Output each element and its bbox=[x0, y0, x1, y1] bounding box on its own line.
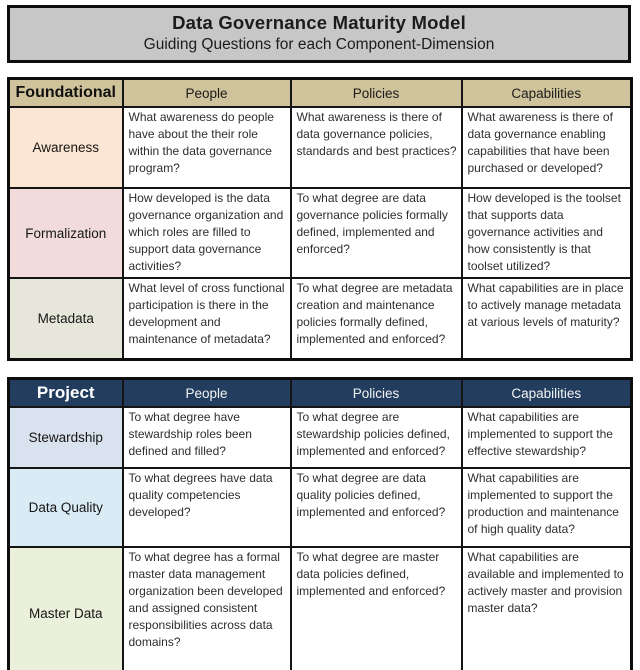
column-header-capabilities: Capabilities bbox=[462, 79, 632, 108]
column-header-policies: Policies bbox=[291, 79, 462, 108]
question-cell: To what degree are data governance policies formally defined, implemented and enforced? bbox=[291, 188, 462, 278]
table-row-metadata bbox=[9, 278, 632, 360]
table-row-stewardship bbox=[9, 407, 632, 468]
question-cell: What level of cross functional participation is there in the development and maintenance of metadata? bbox=[123, 278, 291, 360]
question-cell: How developed is the toolset that supports data governance activities and how consistently is that toolset utilized? bbox=[462, 188, 632, 278]
table-title-foundational: Foundational bbox=[9, 79, 123, 108]
question-cell: To what degree are master data policies defined, implemented and enforced? bbox=[291, 547, 462, 670]
table-row-data-quality bbox=[9, 468, 632, 547]
project-header-row bbox=[9, 379, 632, 408]
question-cell: What capabilities are available and implemented to actively master and provision master data? bbox=[462, 547, 632, 670]
question-cell: To what degrees have data quality competencies developed? bbox=[123, 468, 291, 547]
row-label-stewardship: Stewardship bbox=[9, 407, 123, 468]
column-header-policies: Policies bbox=[291, 379, 462, 408]
title-box bbox=[7, 5, 631, 63]
page-subtitle: Guiding Questions for each Component-Dimension bbox=[143, 36, 495, 53]
question-cell: What awareness is there of data governance policies, standards and best practices? bbox=[291, 107, 462, 188]
column-header-people: People bbox=[123, 79, 291, 108]
table-title-project: Project bbox=[9, 379, 123, 408]
row-label-awareness: Awareness bbox=[9, 107, 123, 188]
question-cell: What awareness do people have about the their role within the data governance program? bbox=[123, 107, 291, 188]
column-header-capabilities: Capabilities bbox=[462, 379, 632, 408]
page-title: Data Governance Maturity Model bbox=[172, 12, 466, 33]
question-cell: What awareness is there of data governance enabling capabilities that have been purchased or developed? bbox=[462, 107, 632, 188]
question-cell: What capabilities are implemented to support the production and maintenance of high quality data? bbox=[462, 468, 632, 547]
question-cell: To what degree are stewardship policies defined, implemented and enforced? bbox=[291, 407, 462, 468]
question-cell: To what degree are data quality policies defined, implemented and enforced? bbox=[291, 468, 462, 547]
table-row-awareness bbox=[9, 107, 632, 188]
foundational-header-row bbox=[9, 79, 632, 108]
question-cell: How developed is the data governance organization and which roles are filled to support data governance activities? bbox=[123, 188, 291, 278]
table-row-master-data bbox=[9, 547, 632, 670]
row-label-master-data: Master Data bbox=[9, 547, 123, 670]
question-cell: To what degree are metadata creation and maintenance policies formally defined, implemented and enforced? bbox=[291, 278, 462, 360]
row-label-metadata: Metadata bbox=[9, 278, 123, 360]
table-row-formalization bbox=[9, 188, 632, 278]
project-table bbox=[7, 377, 633, 670]
question-cell: What capabilities are implemented to support the effective stewardship? bbox=[462, 407, 632, 468]
question-cell: What capabilities are in place to actively manage metadata at various levels of maturity? bbox=[462, 278, 632, 360]
foundational-table bbox=[7, 77, 633, 361]
question-cell: To what degree have stewardship roles been defined and filled? bbox=[123, 407, 291, 468]
row-label-data-quality: Data Quality bbox=[9, 468, 123, 547]
column-header-people: People bbox=[123, 379, 291, 408]
question-cell: To what degree has a formal master data management organization been developed and assigned consistent responsibilities across data domains? bbox=[123, 547, 291, 670]
row-label-formalization: Formalization bbox=[9, 188, 123, 278]
